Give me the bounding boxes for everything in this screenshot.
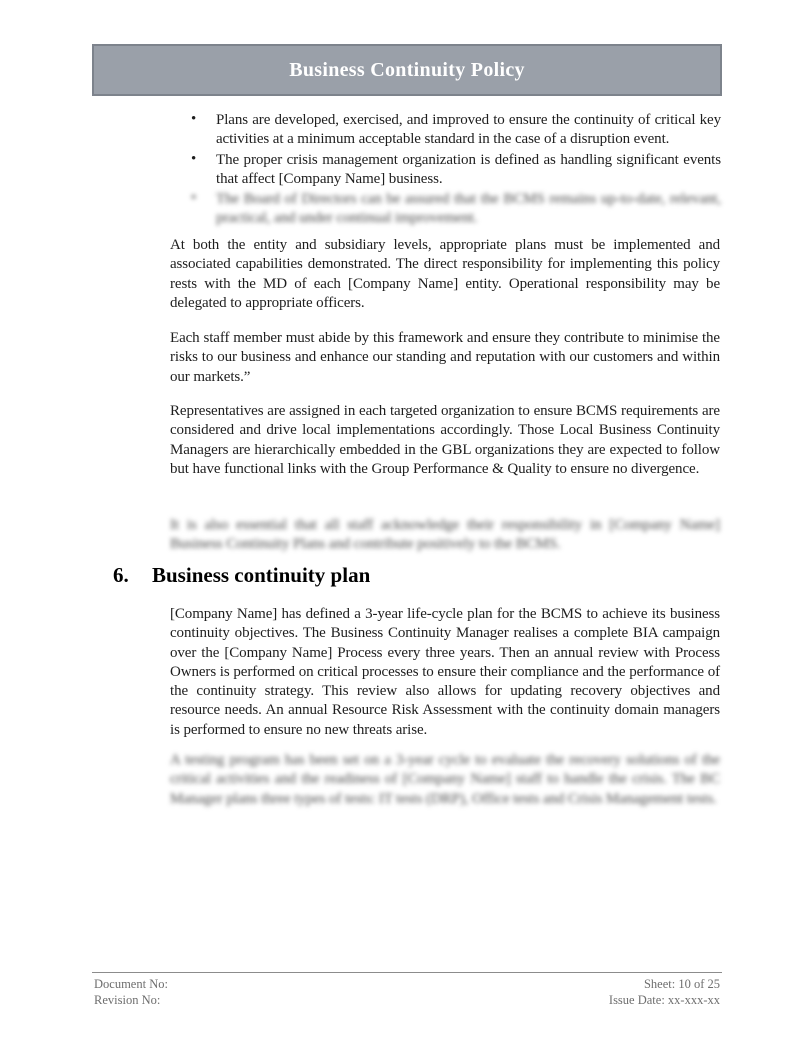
footer-sheet: Sheet: 10 of 25 [643,977,720,991]
footer-revision-no: Revision No: [94,992,161,1007]
section-title: Business continuity plan [152,563,371,587]
bullet-list [190,111,721,230]
bullet-text-redacted: The Board of Directors can be assured that the BCMS remains up-to-date, relevant, practical, and under continual improvement. [216,191,721,227]
paragraph-representatives: Representatives are assigned in each targeted organization to ensure BCMS requirements are considered and drive local implementations accordingly. Those Local Business Continuity Managers are hierarchically embedded in the GBL organizations they are expected to follow but have functional links with the Group Performance & Quality to ensure no divergence. [170,403,720,477]
paragraph-redacted-testing: A testing program has been set on a 3-year cycle to evaluate the recovery solutions of the critical activities and the readiness of [Company Name] staff to handle the crisis. The BC Manager plans three types of tests: IT tests (DRP), Office tests and Crisis Management tests. [170,752,720,807]
bullet-marker: • [191,111,197,127]
bullet-marker: • [191,190,197,207]
bullet-item [190,151,721,190]
bullet-item [190,111,721,150]
section-heading [113,563,723,588]
paragraph-responsibility: At both the entity and subsidiary levels, appropriate plans must be implemented and associated capabilities demonstrated. The direct responsibility for implementing this policy rests with the MD of each [Company Name] entity. Operational responsibility may be delegated to appropriate officers. [170,237,720,311]
footer-document-no: Document No: [94,977,168,991]
paragraph-staff-framework: Each staff member must abide by this framework and ensure they contribute to minimise the risks to our business and enhance our standing and reputation with our customers and within our markets.” [170,330,720,385]
footer-divider [92,972,722,973]
paragraph-lifecycle-plan: [Company Name] has defined a 3-year life-cycle plan for the BCMS to achieve its business continuity objectives. The Business Continuity Manager realises a complete BIA campaign over the [Company Name] Process every three years. Then an annual review with Process Owners is performed on critical processes to ensure their compliance and the performance of the continuity strategy. This review also allows for updating recovery objectives and resource needs. An annual Resource Risk Assessment with the continuity domain managers is performed to ensure no new threats arise. [170,606,720,738]
footer-issue-date: Issue Date: xx-xxx-xx [608,992,720,1007]
paragraph-redacted-staff: It is also essential that all staff acknowledge their responsibility in [Company Name] Business Continuity Plans and contribute positively to the BCMS. [170,517,720,553]
title-banner [92,44,722,96]
footer-left-block [94,977,168,1008]
bullet-marker: • [191,150,197,167]
section-number: 6. [113,563,129,587]
document-title: Business Continuity Policy [289,58,525,81]
footer-right-block [609,977,720,1008]
bullet-item-redacted [190,190,721,229]
bullet-text: The proper crisis management organization is defined as handling significant events that affect [Company Name] business. [216,151,721,187]
bullet-text: Plans are developed, exercised, and improved to ensure the continuity of critical key activities at a minimum acceptable standard in the case of a disruption event. [216,112,721,148]
